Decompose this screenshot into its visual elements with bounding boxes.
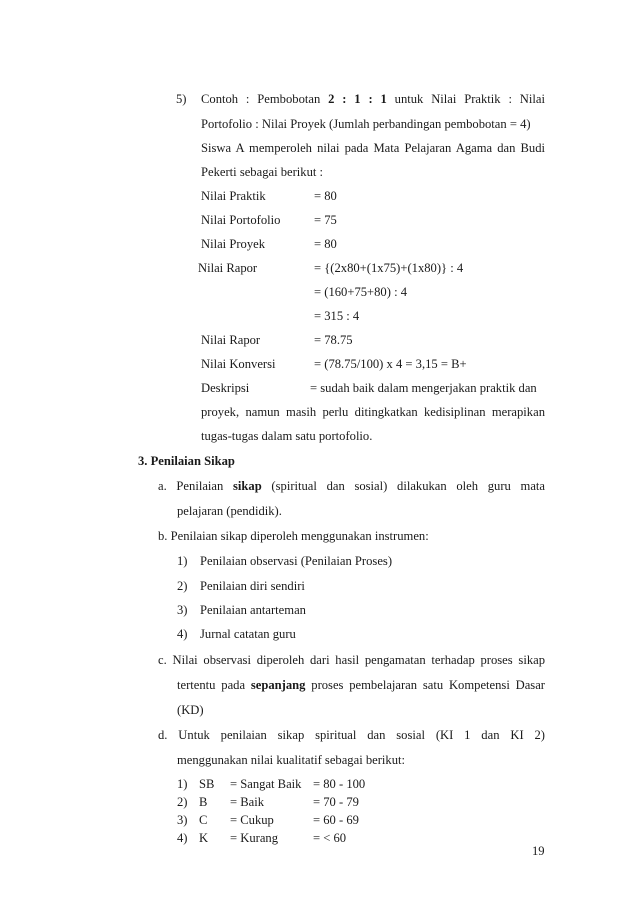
grade-number: 1) — [177, 777, 188, 791]
instrument-text: Penilaian observasi (Penilaian Proses) — [200, 554, 393, 568]
instrument-number: 3) — [177, 603, 188, 617]
grade-name: = Sangat Baik — [230, 777, 302, 791]
para-d-line-2: menggunakan nilai kualitatif sebagai berikut: — [177, 753, 406, 767]
grade-range: = < 60 — [313, 831, 347, 845]
para-b-line: b. Penilaian sikap diperoleh menggunakan instrumen: — [158, 529, 429, 543]
instrument-number: 2) — [177, 579, 188, 593]
deskripsi-line-3: tugas-tugas dalam satu portofolio. — [201, 429, 373, 443]
section-3-heading: 3. Penilaian Sikap — [138, 454, 235, 468]
para-c-pre: tertentu pada — [177, 678, 246, 692]
instrument-text: Penilaian diri sendiri — [200, 579, 305, 593]
grade-code: B — [199, 795, 208, 809]
row-label: Nilai Rapor — [198, 261, 258, 275]
para-a-pre: a. Penilaian — [158, 479, 224, 493]
deskripsi-label: Deskripsi — [201, 381, 250, 395]
page-number: 19 — [532, 844, 545, 858]
para-c-bold: sepanjang — [250, 678, 306, 692]
grade-name: = Cukup — [230, 813, 274, 827]
item-5-line-3: Siswa A memperoleh nilai pada Mata Pelajaran Agama dan Budi — [201, 141, 545, 155]
grade-code: C — [199, 813, 208, 827]
item-5-line-4: Pekerti sebagai berikut : — [201, 165, 324, 179]
grade-code: SB — [199, 777, 215, 791]
para-a-line-2: pelajaran (pendidik). — [177, 504, 282, 518]
para-a-line-1 — [158, 480, 545, 493]
row-value: = (160+75+80) : 4 — [314, 285, 408, 299]
para-c-line-2 — [177, 679, 545, 692]
para-d-line-1: d. Untuk penilaian sikap spiritual dan sosial (KI 1 dan KI 2) — [158, 728, 545, 742]
item-5-line-1 — [201, 93, 545, 106]
grade-name: = Baik — [230, 795, 265, 809]
grade-number: 3) — [177, 813, 188, 827]
row-label: Nilai Rapor — [201, 333, 261, 347]
grade-range: = 80 - 100 — [313, 777, 366, 791]
row-value: = 75 — [314, 213, 337, 227]
para-c-line-3: (KD) — [177, 703, 204, 717]
instrument-text: Jurnal catatan guru — [200, 627, 296, 641]
row-value: = 78.75 — [314, 333, 353, 347]
instrument-number: 4) — [177, 627, 188, 641]
grade-name: = Kurang — [230, 831, 279, 845]
para-c-post: proses pembelajaran satu Kompetensi Dasar — [311, 678, 545, 692]
item-5-line-2: Portofolio : Nilai Proyek (Jumlah perbandingan pembobotan = 4) — [201, 117, 531, 131]
deskripsi-line-1: = sudah baik dalam mengerjakan praktik dan — [310, 381, 537, 395]
row-label: Nilai Konversi — [201, 357, 276, 371]
instrument-text: Penilaian antarteman — [200, 603, 306, 617]
grade-number: 2) — [177, 795, 188, 809]
para-a-bold: sikap — [233, 479, 262, 493]
row-value: = 80 — [314, 189, 337, 203]
para-a-post: (spiritual dan sosial) dilakukan oleh guru mata — [271, 479, 545, 493]
instrument-number: 1) — [177, 554, 188, 568]
row-value: = (78.75/100) x 4 = 3,15 = B+ — [314, 357, 467, 371]
row-label: Nilai Praktik — [201, 189, 266, 203]
grade-number: 4) — [177, 831, 188, 845]
deskripsi-line-2: proyek, namun masih perlu ditingkatkan kedisiplinan merapikan — [201, 405, 545, 419]
weighting-ratio: 2 : 1 : 1 — [328, 92, 387, 106]
item-5-line-1-b: untuk Nilai Praktik : Nilai — [394, 92, 545, 106]
row-label: Nilai Portofolio — [201, 213, 281, 227]
item-5-number: 5) — [176, 92, 187, 106]
row-value: = 315 : 4 — [314, 309, 360, 323]
row-value: = {(2x80+(1x75)+(1x80)} : 4 — [314, 261, 464, 275]
grade-range: = 70 - 79 — [313, 795, 359, 809]
para-c-line-1: c. Nilai observasi diperoleh dari hasil pengamatan terhadap proses sikap — [158, 653, 545, 667]
grade-code: K — [199, 831, 209, 845]
row-value: = 80 — [314, 237, 337, 251]
row-label: Nilai Proyek — [201, 237, 266, 251]
grade-range: = 60 - 69 — [313, 813, 359, 827]
item-5-line-1-a: Contoh : Pembobotan — [201, 92, 321, 106]
